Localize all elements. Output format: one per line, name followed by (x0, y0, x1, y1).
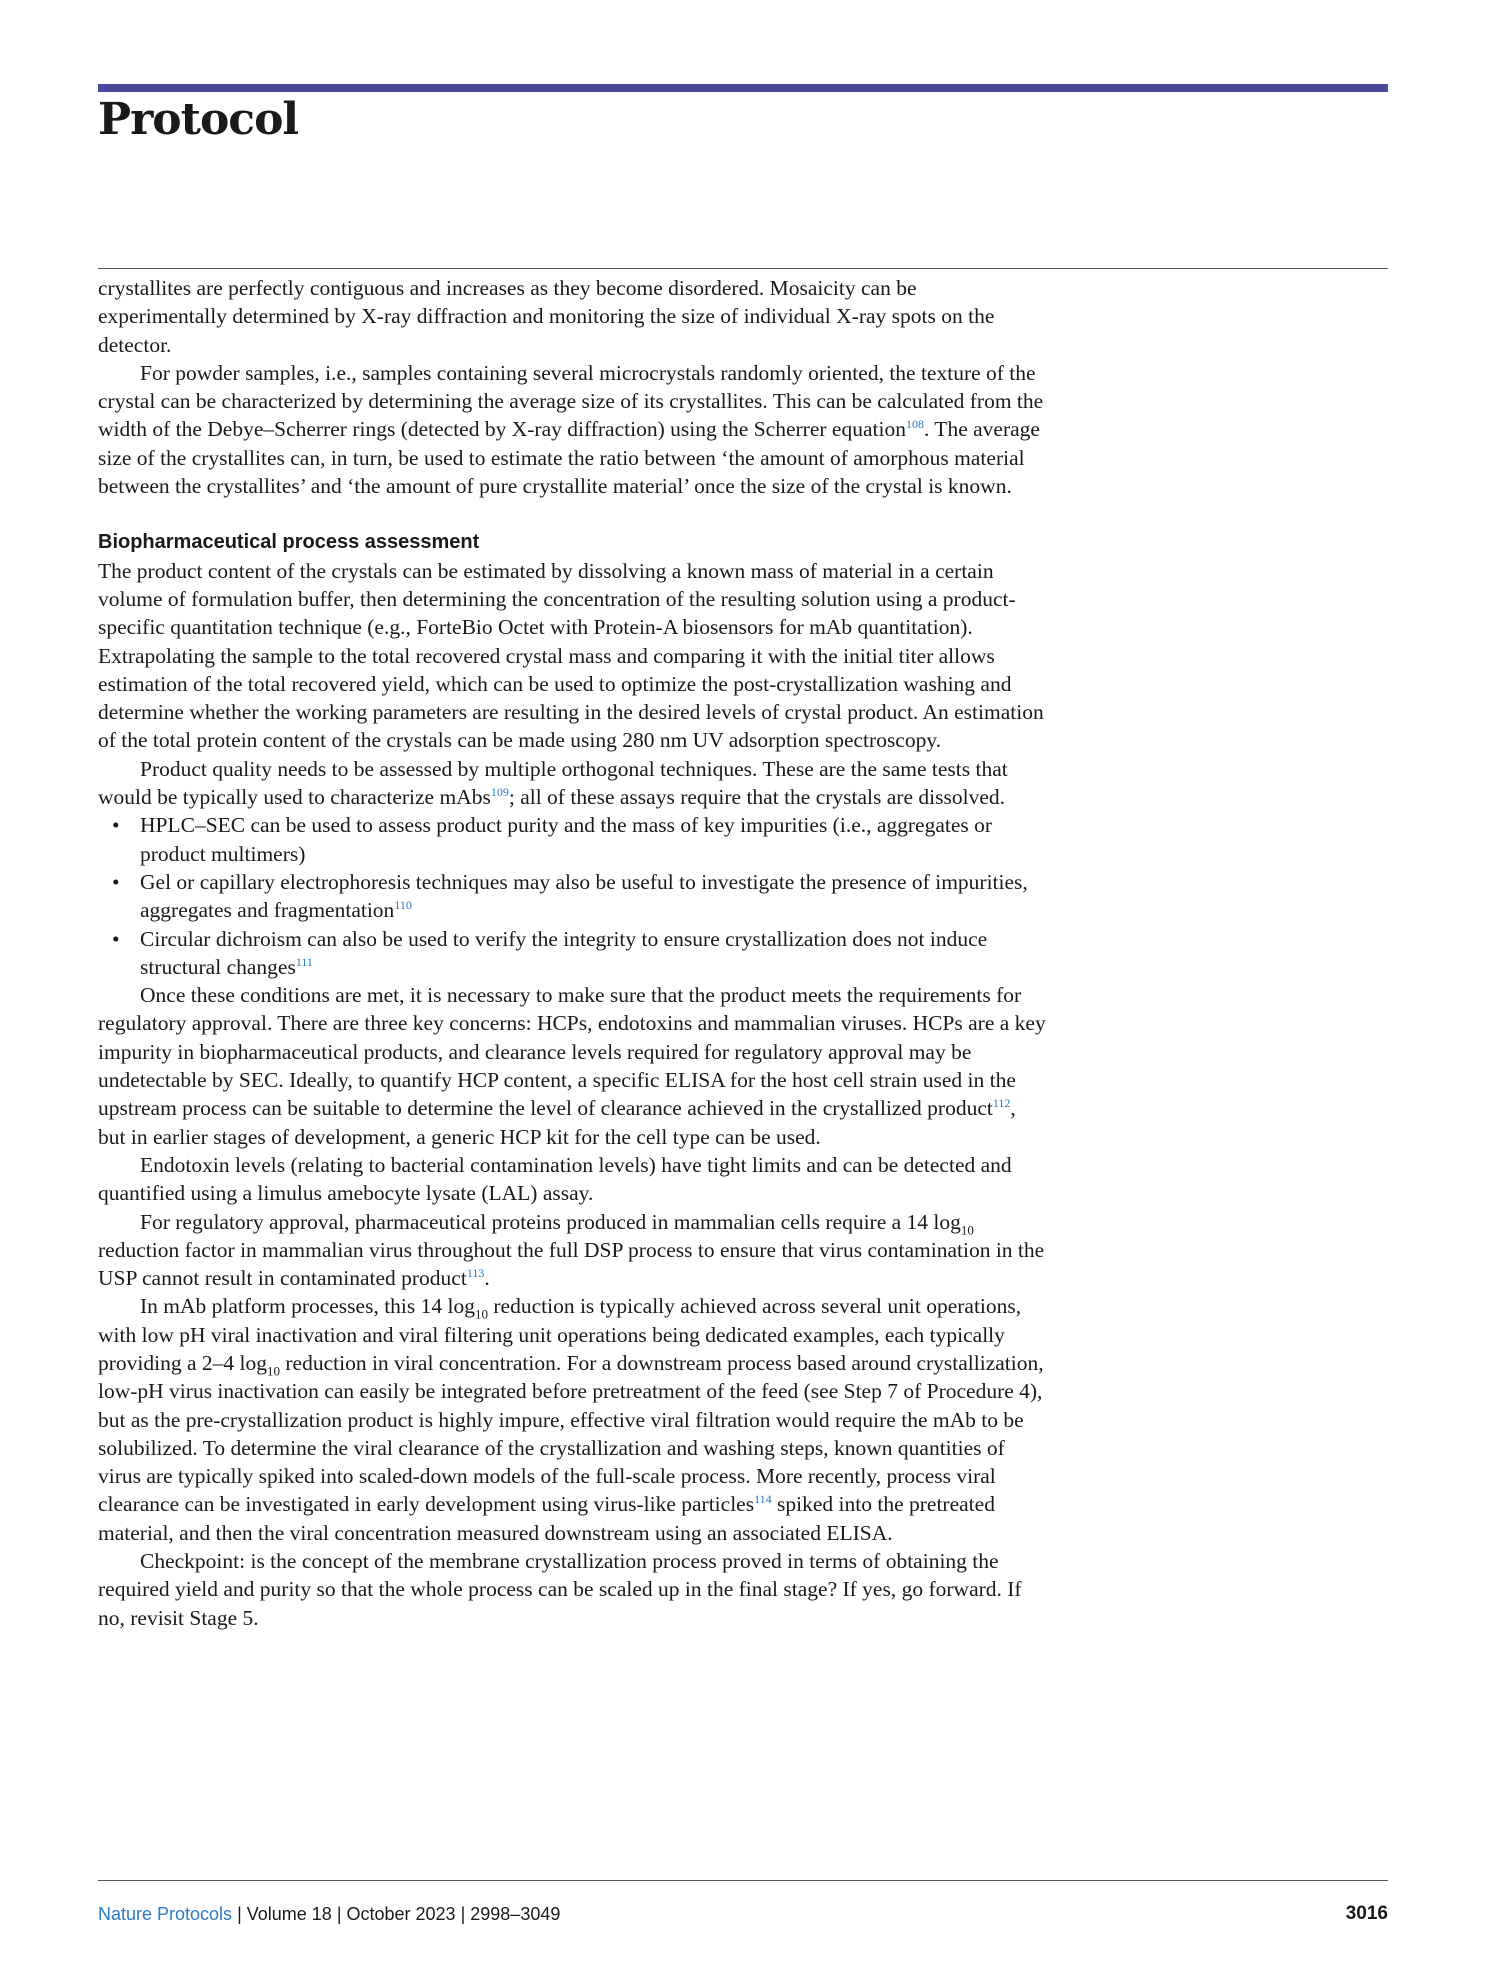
paragraph-text: The product content of the crystals can be estimated by dissolving a known mass of material in a certain volume of formulation buffer, then determining the concentration of the resulting solution using a product-specific quantitation technique (e.g., ForteBio Octet with Protein-A biosensors for mAb quantitation). Extrapolating the sample to the total recovered crystal mass and comparing it with the initial titer allows estimation of the total recovered yield, which can be used to optimize the post-crystallization washing and determine whether the working parameters are resulting in the desired levels of crystal product. An estimation of the total protein content of the crystals can be made using 280 nm UV adsorption spectroscopy. (98, 558, 1044, 753)
paragraph (98, 755, 1048, 812)
list-item (98, 811, 1048, 868)
footer (98, 1901, 1388, 1927)
list-item-text: HPLC–SEC can be used to assess product purity and the mass of key impurities (i.e., aggregates or product multimers) (140, 813, 993, 866)
paragraph-text: For powder samples, i.e., samples containing several microcrystals randomly oriented, the texture of the crystal can be characterized by determining the average size of its crystallites. This can be calculated from the width of the Debye–Scherrer rings (detected by X-ray diffraction) using the Scherrer equation (98, 360, 1044, 442)
paragraph-text: ; all of these assays require that the crystals are dissolved. (508, 785, 1005, 810)
header-accent-rule (98, 84, 1388, 92)
paragraph-text: Product quality needs to be assessed by multiple orthogonal techniques. These are the same tests that would be typically used to characterize mAbs (98, 756, 1008, 810)
page-number: 3016 (1345, 1903, 1388, 1924)
reference-link-110[interactable]: 110 (394, 898, 412, 913)
journal-name[interactable]: Nature Protocols (98, 1904, 233, 1924)
paragraph (98, 1208, 1048, 1293)
paragraph (98, 359, 1048, 500)
log-subscript: 10 (267, 1363, 280, 1379)
reference-link-111[interactable]: 111 (295, 954, 313, 969)
paragraph-text: reduction factor in mammalian virus throughout the full DSP process to ensure that virus contamination in the USP cannot result in contaminated product (98, 1237, 1045, 1291)
reference-link-113[interactable]: 113 (466, 1265, 485, 1280)
subheading: Biopharmaceutical process assessment (98, 531, 480, 554)
paragraph-text: . (484, 1266, 490, 1291)
log-subscript: 10 (960, 1221, 974, 1237)
paragraph-text: . The average size of the crystallites can, in turn, be used to estimate the ratio between ‘the amount of amorphous material between the crystallites’ and ‘the amount of pure crystallite material’ once the size of the crystal is known. (98, 417, 1040, 499)
paragraph (98, 557, 1048, 755)
bullet-list (98, 811, 1048, 981)
reference-link-114[interactable]: 114 (754, 1492, 772, 1507)
paragraph-text: In mAb platform processes, this 14 log (140, 1294, 475, 1319)
list-item (98, 868, 1048, 925)
section-label: Protocol (98, 94, 299, 145)
paragraph-text: For regulatory approval, pharmaceutical proteins produced in mammalian cells require a 14 log (140, 1209, 961, 1234)
article-body (98, 274, 1048, 1632)
list-item-text: Circular dichroism can also be used to verify the integrity to ensure crystallization does not induce structural changes (140, 926, 988, 979)
paragraph (98, 274, 1048, 359)
list-item (98, 925, 1048, 982)
footer-separator: | (331, 1904, 347, 1924)
paragraph (98, 981, 1048, 1151)
paragraph-text: reduction is typically achieved across several unit operations, with low pH viral inactivation and viral filtering unit operations being dedicated examples, each typically providing a 2–4 log (98, 1294, 1022, 1375)
reference-link-108[interactable]: 108 (905, 417, 924, 432)
spacer (98, 500, 1048, 528)
paragraph-text: spiked into the pretreated material, and then the viral concentration measured downstream using an associated ELISA. (98, 1492, 995, 1545)
reference-link-109[interactable]: 109 (490, 784, 509, 799)
paragraph (98, 1547, 1048, 1632)
footer-separator: | (232, 1904, 247, 1924)
log-subscript: 10 (475, 1306, 488, 1322)
header-divider (98, 268, 1388, 269)
paragraph-text: , but in earlier stages of development, a generic HCP kit for the cell type can be used. (98, 1096, 1016, 1149)
paragraph-text: Checkpoint: is the concept of the membrane crystallization process proved in terms of obtaining the required yield and purity so that the whole process can be scaled up in the final stage? If yes, go forward. If no, revisit Stage 5. (98, 1549, 1022, 1630)
issue-date: October 2023 (346, 1904, 456, 1924)
footer-divider (98, 1880, 1388, 1881)
list-item-text: Gel or capillary electrophoresis techniques may also be useful to investigate the presence of impurities, aggregates and fragmentation (140, 869, 1028, 923)
volume: Volume 18 (246, 1904, 332, 1924)
paragraph-text: reduction in viral concentration. For a downstream process based around crystallization, low-pH virus inactivation can easily be integrated before pretreatment of the feed (see Step 7 of Procedure 4), but as the pre-crystallization product is highly impure, effective viral filtration would require the mAb to be solubilized. To determine the viral clearance of the crystallization and washing steps, known quantities of virus are typically spiked into scaled-down models of the full-scale process. More recently, process viral clearance can be investigated in early development using virus-like particles (98, 1350, 1044, 1517)
footer-separator: | (455, 1904, 471, 1924)
paragraph-text: Once these conditions are met, it is necessary to make sure that the product meets the requirements for regulatory approval. There are three key concerns: HCPs, endotoxins and mammalian viruses. HCPs are a key impurity in biopharmaceutical products, and clearance levels required for regulatory approval may be undetectable by SEC. Ideally, to quantify HCP content, a specific ELISA for the host cell strain used in the upstream process can be suitable to determine the level of clearance achieved in the crystallized product (98, 983, 1046, 1121)
reference-link-112[interactable]: 112 (992, 1096, 1011, 1111)
paragraph-text: crystallites are perfectly contiguous and increases as they become disordered. Mosaicity can be experimentally determined by X-ray diffraction and monitoring the size of individual X-ray spots on the detector. (98, 276, 995, 357)
paragraph (98, 1151, 1048, 1208)
page-range: 2998–3049 (470, 1904, 561, 1924)
paragraph (98, 1292, 1048, 1547)
paragraph-text: Endotoxin levels (relating to bacterial contamination levels) have tight limits and can be detected and quantified using a limulus amebocyte lysate (LAL) assay. (98, 1152, 1012, 1206)
